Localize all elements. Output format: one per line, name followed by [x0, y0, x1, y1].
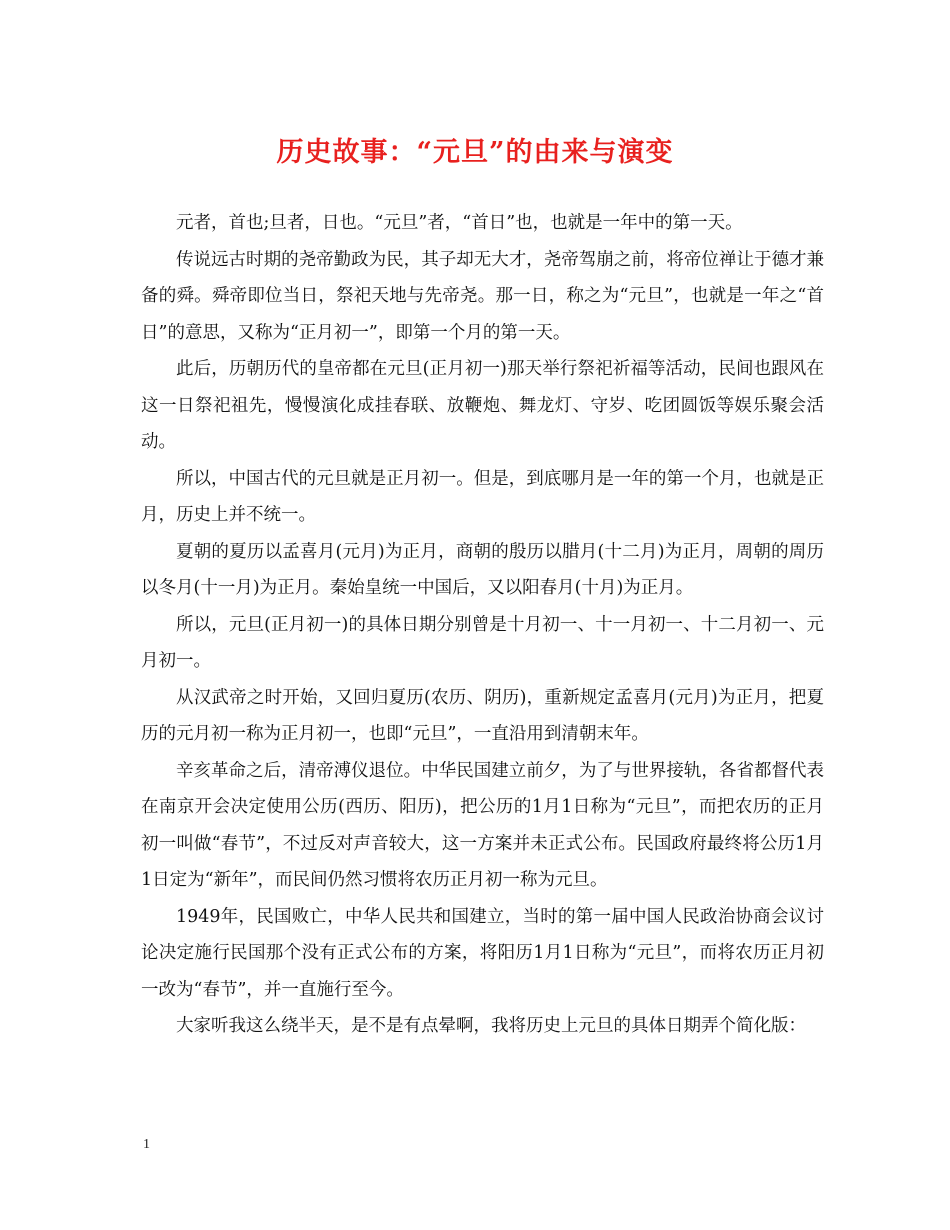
paragraph: 此后，历朝历代的皇帝都在元旦(正月初一)那天举行祭祀祈福等活动，民间也跟风在这一日祭祀祖先，慢慢演化成挂春联、放鞭炮、舞龙灯、守岁、吃团圆饭等娱乐聚会活动。 — [141, 359, 824, 452]
paragraph: 夏朝的夏历以孟喜月(元月)为正月，商朝的殷历以腊月(十二月)为正月，周朝的周历以冬月(十一月)为正月。秦始皇统一中国后，又以阳春月(十月)为正月。 — [141, 541, 824, 598]
paragraph: 从汉武帝之时开始，又回归夏历(农历、阴历)，重新规定孟喜月(元月)为正月，把夏历的元月初一称为正月初一，也即“元旦”，一直沿用到清朝末年。 — [141, 687, 824, 744]
paragraph: 辛亥革命之后，清帝溥仪退位。中华民国建立前夕，为了与世界接轨，各省都督代表在南京开会决定使用公历(西历、阳历)，把公历的1月1日称为“元旦”，而把农历的正月初一叫做“春节”，不过反对声音较大，这一方案并未正式公布。民国政府最终将公历1月1日定为“新年”，而民间仍然习惯将农历正月初一称为元旦。 — [141, 760, 824, 890]
paragraph: 1949年，民国败亡，中华人民共和国建立，当时的第一届中国人民政治协商会议讨论决定施行民国那个没有正式公布的方案，将阳历1月1日称为“元旦”，而将农历正月初一改为“春节”，并一直施行至今。 — [141, 906, 824, 1000]
paragraph: 所以，元旦(正月初一)的具体日期分别曾是十月初一、十一月初一、十二月初一、元月初一。 — [141, 614, 824, 671]
document-title: 历史故事：“元旦”的由来与演变 — [276, 137, 674, 168]
paragraph: 大家听我这么绕半天，是不是有点晕啊，我将历史上元旦的具体日期弄个简化版： — [176, 1016, 806, 1036]
page-number: 1 — [143, 1137, 150, 1152]
paragraph: 传说远古时期的尧帝勤政为民，其子却无大才，尧帝驾崩之前，将帝位禅让于德才兼备的舜。舜帝即位当日，祭祀天地与先帝尧。那一日，称之为“元旦”，也就是一年之“首日”的意思，又称为“正月初一”，即第一个月的第一天。 — [141, 249, 824, 343]
document-body — [141, 205, 824, 1045]
paragraph: 元者，首也;旦者，日也。“元旦”者，“首日”也，也就是一年中的第一天。 — [176, 213, 743, 233]
paragraph: 所以，中国古代的元旦就是正月初一。但是，到底哪月是一年的第一个月，也就是正月，历史上并不统一。 — [141, 468, 824, 525]
